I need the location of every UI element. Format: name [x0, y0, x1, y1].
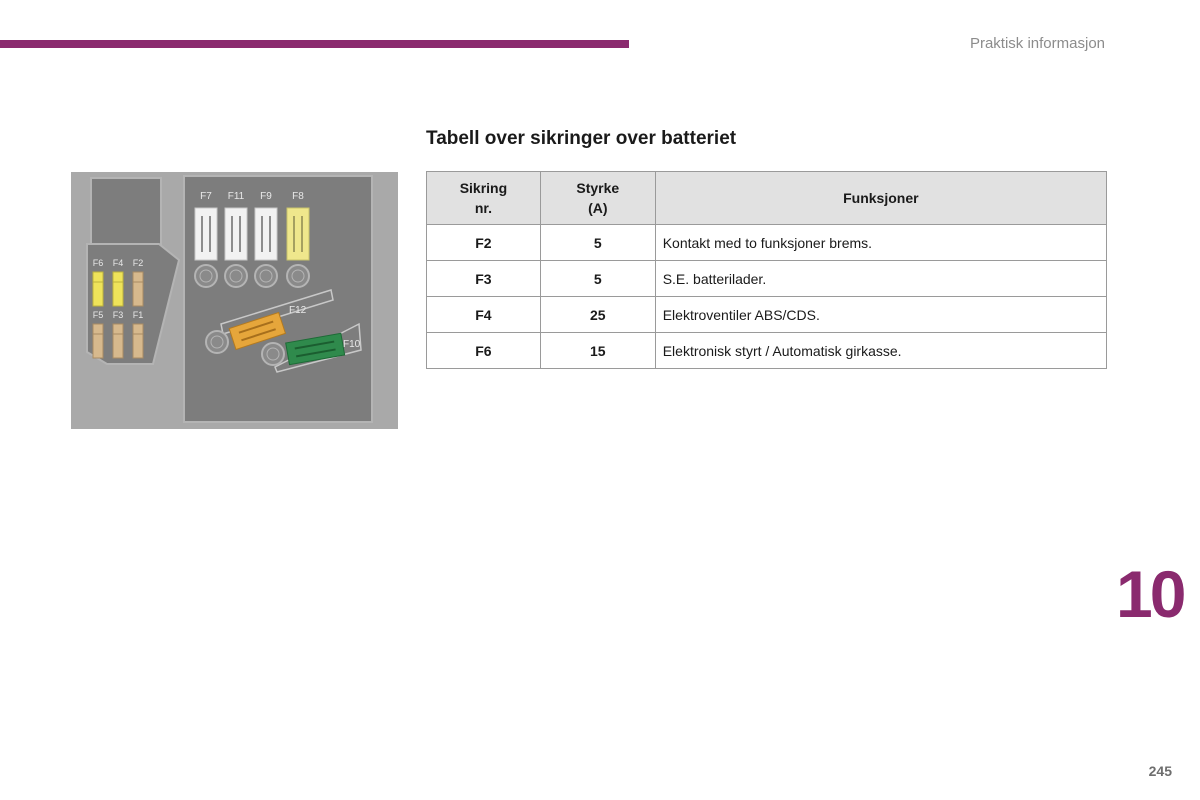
section-header: Praktisk informasjon: [969, 35, 1105, 52]
fuse-number: F2: [427, 225, 541, 261]
page-number: 245: [1148, 763, 1172, 779]
fuse-label-f8: F8: [292, 191, 304, 202]
chapter-number: 10: [1116, 557, 1184, 631]
fuse-function: S.E. batterilader.: [655, 261, 1106, 297]
column-header-amps: [540, 172, 655, 225]
fuse-f8: [287, 208, 309, 260]
fuse-function: Elektronisk styrt / Automatisk girkasse.: [655, 333, 1106, 369]
fuse-label-f12: F12: [289, 305, 307, 316]
fuse-f4: [113, 272, 123, 306]
table-header-row: [427, 172, 1107, 225]
fuse-label-f10: F10: [343, 339, 361, 350]
header-amps-line2: (A): [588, 200, 608, 216]
table-row: [427, 297, 1107, 333]
fuse-function: Kontakt med to funksjoner brems.: [655, 225, 1106, 261]
fuse-label-f9: F9: [260, 191, 272, 202]
header-fuse-line1: Sikring: [459, 180, 508, 196]
column-header-functions: Funksjoner: [655, 172, 1106, 225]
fuse-label-f3: F3: [112, 310, 124, 320]
fuse-amps: 5: [540, 261, 655, 297]
fuse-label-f4: F4: [112, 258, 124, 268]
fuse-f2: [133, 272, 143, 306]
fuse-f9: [255, 208, 277, 260]
fuse-number: F6: [427, 333, 541, 369]
page-title: Tabell over sikringer over batteriet: [426, 128, 737, 149]
fuse-label-f1: F1: [132, 310, 144, 320]
fuse-f7: [195, 208, 217, 260]
table-row: [427, 261, 1107, 297]
fuse-label-f6: F6: [92, 258, 104, 268]
fuse-f3: [113, 324, 123, 358]
accent-bar: [0, 40, 629, 48]
fuse-box-diagram: [71, 172, 398, 429]
column-header-fuse: [427, 172, 541, 225]
fuse-amps: 25: [540, 297, 655, 333]
fuse-function: Elektroventiler ABS/CDS.: [655, 297, 1106, 333]
header-amps-line1: Styrke: [576, 180, 620, 196]
fuse-amps: 5: [540, 225, 655, 261]
table-row: [427, 333, 1107, 369]
fuse-label-f5: F5: [92, 310, 104, 320]
header-fuse-line2: nr.: [474, 200, 492, 216]
fuse-label-f11: F11: [227, 191, 245, 202]
fuse-label-f7: F7: [200, 191, 212, 202]
fuse-amps: 15: [540, 333, 655, 369]
fuse-f11: [225, 208, 247, 260]
table-row: [427, 225, 1107, 261]
fuse-table: [426, 171, 1107, 369]
fuse-f6: [93, 272, 103, 306]
fuse-f5: [93, 324, 103, 358]
fuse-f1: [133, 324, 143, 358]
fuse-number: F4: [427, 297, 541, 333]
fuse-label-f2: F2: [132, 258, 144, 268]
fuse-number: F3: [427, 261, 541, 297]
